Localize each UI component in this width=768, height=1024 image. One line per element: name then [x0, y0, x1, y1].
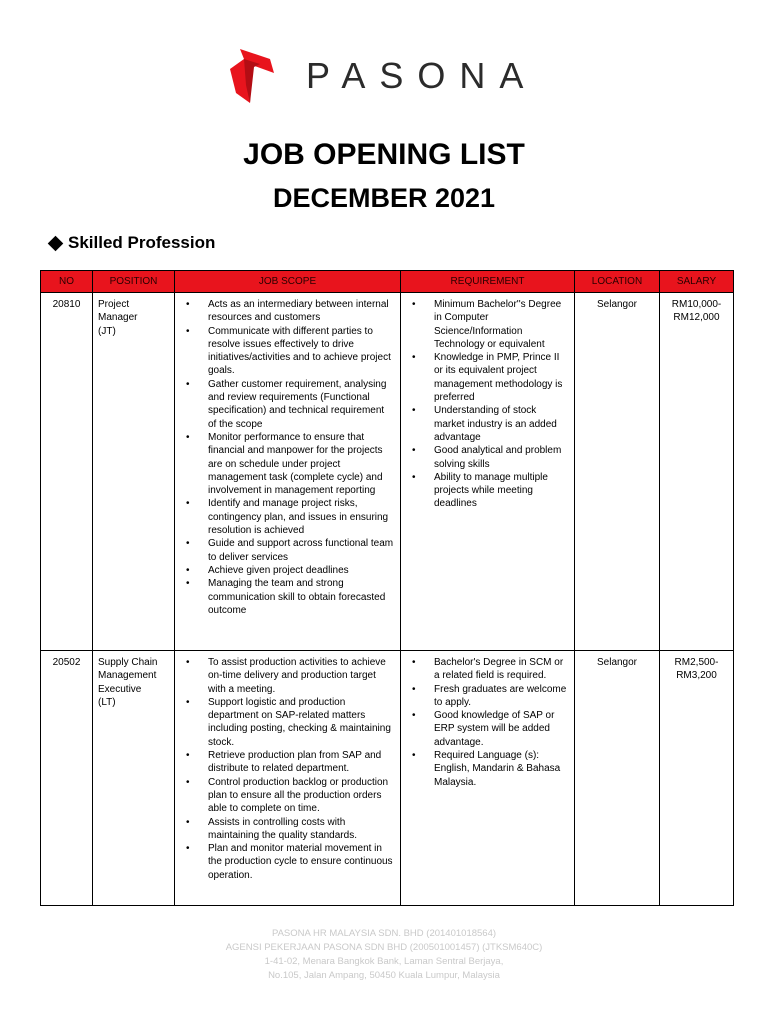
- list-item: • Assists in controlling costs with maintaining the quality standards.: [180, 816, 395, 843]
- list-item: • Good analytical and problem solving skills: [406, 444, 569, 471]
- header-job-scope: JOB SCOPE: [175, 271, 401, 293]
- position-line: Project: [98, 299, 130, 310]
- list-item: • Identify and manage project risks, contingency plan, and issues in ensuring resolution is achieved: [180, 497, 395, 537]
- document-title: JOB OPENING LIST: [243, 138, 525, 171]
- list-item: • Acts as an intermediary between internal resources and customers: [180, 298, 395, 325]
- header-position: POSITION: [93, 271, 175, 293]
- section-heading-text: Skilled Profession: [68, 233, 216, 252]
- salary-line: RM10,000-: [671, 299, 722, 310]
- list-item: • Minimum Bachelor''s Degree in Computer Science/Information Technology or equivalent: [406, 298, 569, 351]
- list-item: • Control production backlog or production plan to ensure all the production orders able to complete on time.: [180, 776, 395, 816]
- document-subtitle: DECEMBER 2021: [272, 183, 496, 213]
- list-item: • Bachelor's Degree in SCM or a related field is required.: [406, 656, 569, 683]
- job-requirement: [401, 651, 575, 906]
- list-item: • Good knowledge of SAP or ERP system will be added advantage.: [406, 709, 569, 749]
- table-row: [41, 651, 734, 906]
- footer-line: PASONA HR MALAYSIA SDN. BHD (201401018564): [271, 928, 497, 939]
- list-item: • Guide and support across functional team to deliver services: [180, 537, 395, 564]
- list-item: • Understanding of stock market industry is an added advantage: [406, 404, 569, 444]
- list-item: • Retrieve production plan from SAP and distribute to related department.: [180, 749, 395, 776]
- diamond-bullet-icon: [48, 235, 64, 251]
- job-scope: [175, 293, 401, 651]
- position-line: Supply Chain: [98, 657, 158, 668]
- list-item: • Monitor performance to ensure that financial and manpower for the projects are on schedule under project management task (complete cycle) and involvement in management reporting: [180, 431, 395, 497]
- list-item: • Achieve given project deadlines: [180, 564, 395, 577]
- list-item: • Knowledge in PMP, Prince II or its equivalent project management methodology is preferred: [406, 351, 569, 404]
- position-line: Manager: [98, 312, 138, 324]
- header-no: NO: [41, 271, 93, 293]
- header-salary: SALARY: [660, 271, 734, 293]
- list-item: • To assist production activities to achieve on-time delivery and production target with a meeting.: [180, 656, 395, 696]
- salary-line: RM3,200: [676, 670, 717, 682]
- list-item: • Fresh graduates are welcome to apply.: [406, 683, 569, 710]
- list-item: • Communicate with different parties to resolve issues effectively to drive initiatives/activities and to achieve project goals.: [180, 325, 395, 378]
- position-line: (JT): [98, 325, 116, 337]
- list-item: • Ability to manage multiple projects while meeting deadlines: [406, 471, 569, 511]
- section-heading: [48, 233, 215, 253]
- footer-line: 1-41-02, Menara Bangkok Bank, Laman Sentral Berjaya,: [264, 956, 504, 967]
- job-location: Selangor: [575, 293, 660, 651]
- job-position: [93, 293, 175, 651]
- position-line: Executive: [98, 683, 142, 695]
- job-position: [93, 651, 175, 906]
- list-item: • Managing the team and strong communication skill to obtain forecasted outcome: [180, 577, 395, 617]
- job-table: [40, 270, 734, 906]
- pasona-logo: [230, 48, 537, 104]
- job-no: 20502: [41, 651, 93, 906]
- job-no: 20810: [41, 293, 93, 651]
- position-line: (LT): [98, 696, 116, 708]
- job-requirement: [401, 293, 575, 651]
- job-salary: [660, 293, 734, 651]
- job-salary: [660, 651, 734, 906]
- pasona-mark-icon: [230, 49, 274, 103]
- list-item: • Plan and monitor material movement in the production cycle to ensure continuous operation.: [180, 842, 395, 882]
- table-header-row: [41, 271, 734, 293]
- brand-name: PASONA: [306, 55, 538, 96]
- table-row: [41, 293, 734, 651]
- footer-line: No.105, Jalan Ampang, 50450 Kuala Lumpur, Malaysia: [268, 970, 500, 981]
- list-item: • Required Language (s): English, Mandarin & Bahasa Malaysia.: [406, 749, 569, 789]
- job-scope: [175, 651, 401, 906]
- header-requirement: REQUIREMENT: [401, 271, 575, 293]
- company-footer: [0, 927, 768, 983]
- footer-line: AGENSI PEKERJAAN PASONA SDN BHD (200501001457) (JTKSM640C): [225, 942, 543, 953]
- position-line: Management: [98, 670, 157, 682]
- list-item: • Gather customer requirement, analysing and review requirements (Functional specification) and technical requirement of the scope: [180, 378, 395, 431]
- list-item: • Support logistic and production department on SAP-related matters including posting, checking & maintaining stock.: [180, 696, 395, 749]
- salary-line: RM2,500-: [674, 657, 719, 668]
- job-location: Selangor: [575, 651, 660, 906]
- salary-line: RM12,000: [673, 312, 720, 324]
- header-location: LOCATION: [575, 271, 660, 293]
